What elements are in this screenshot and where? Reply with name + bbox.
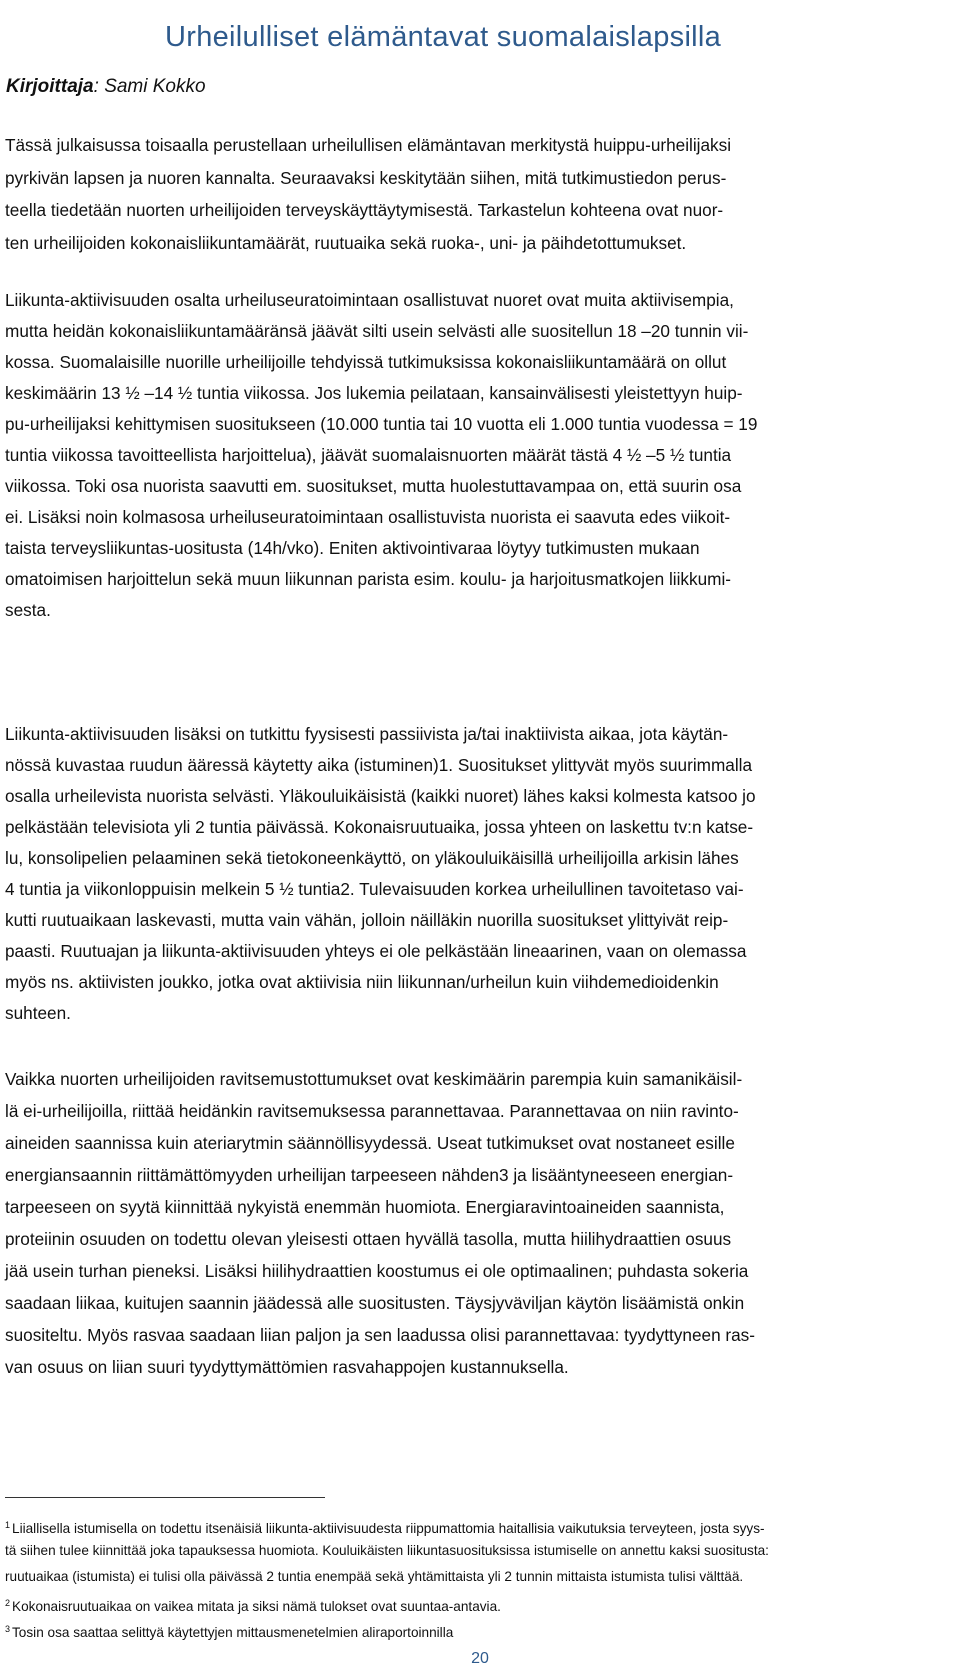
author-name: Sami Kokko — [104, 76, 206, 97]
paragraph-line: paasti. Ruutuajan ja liikunta-aktiivisuuden yhteys ei ole pelkästään lineaarinen, vaan on olemassa — [5, 941, 747, 961]
paragraph-line: suhteen. — [5, 1003, 71, 1023]
paragraph-3 — [5, 719, 955, 1029]
paragraph-line: proteiinin osuuden on todettu olevan yleisesti ottaen hyvällä tasolla, mutta hiilihydraattien osuus — [5, 1229, 732, 1249]
footnote-text: Liiallisella istumisella on todettu itsenäisiä liikunta-aktiivisuudesta riippumattomia haitallisia vaikutuksia terveyteen, josta syys- — [12, 1521, 765, 1536]
footnote-2 — [5, 1590, 955, 1616]
author-label: Kirjoittaja — [6, 76, 94, 97]
footnote-text: ruutuaikaa (istumista) ei tulisi olla päivässä 2 tuntia enempää sekä yhtämittaista yli 2 tunnin mittaista istumista tulisi välttää. — [5, 1569, 744, 1584]
paragraph-line: van osuus on liian suuri tyydyttymättömien rasvahappojen kustannuksella. — [5, 1357, 569, 1377]
footnote-3 — [5, 1616, 955, 1642]
footnote-text: tä siihen tulee kiinnittää joka tapauksessa huomiota. Kouluikäisten liikuntasuosituksissa istumiselle on annettu kaksi suositusta: — [5, 1543, 769, 1558]
paragraph-line: myös ns. aktiivisten joukko, jotka ovat aktiivisia niin liikunnan/urheilun kuin viihdemedioidenkin — [5, 972, 719, 992]
footnote-text: Kokonaisruutuaikaa on vaikea mitata ja siksi nämä tulokset ovat suuntaa-antavia. — [12, 1599, 501, 1614]
footnote-text: Tosin osa saattaa selittyä käytettyjen mittausmenetelmien aliraportoinnilla — [12, 1625, 454, 1640]
paragraph-line: osalla urheilevista nuorista selvästi. Yläkouluikäisistä (kaikki nuoret) lähes kaksi kolmesta katsoo jo — [5, 786, 756, 806]
paragraph-line: jää usein turhan pieneksi. Lisäksi hiilihydraattien koostumus ei ole optimaalinen; puhdasta sokeria — [5, 1261, 749, 1281]
paragraph-line: kossa. Suomalaisille nuorille urheilijoille tehdyissä tutkimuksissa kokonaisliikuntamäärä on ollut — [5, 352, 727, 372]
paragraph-line: lä ei-urheilijoilla, riittää heidänkin ravitsemuksessa parannettavaa. Parannettavaa on niin ravinto- — [5, 1101, 739, 1121]
page-title: Urheilulliset elämäntavat suomalaislapsilla — [165, 21, 722, 54]
paragraph-line: keskimäärin 13 ½ –14 ½ tuntia viikossa. Jos lukemia peilataan, kansainvälisesti yleistettyyn huip- — [5, 383, 743, 403]
page-number: 20 — [471, 1650, 489, 1667]
paragraph-line: omatoimisen harjoittelun sekä muun liikunnan parista esim. koulu- ja harjoitusmatkojen liikkumi- — [5, 569, 732, 589]
paragraph-line: pu-urheilijaksi kehittymisen suositukseen (10.000 tuntia tai 10 vuotta eli 1.000 tuntia vuodessa = 19 — [5, 414, 758, 434]
footnote-1-continued — [5, 1564, 955, 1590]
paragraph-line: aineiden saannissa kuin ateriarytmin säännöllisyydessä. Useat tutkimukset ovat nostaneet esille — [5, 1133, 735, 1153]
paragraph-line: sesta. — [5, 600, 51, 620]
paragraph-4 — [5, 1063, 955, 1383]
paragraph-line: Liikunta-aktiivisuuden lisäksi on tutkittu fyysisesti passiivista ja/tai inaktiivista aikaa, jota käytän- — [5, 724, 729, 744]
paragraph-line: tuntia viikossa tavoitteellista harjoittelua), jäävät suomalaisnuorten määrät tästä 4 ½ –5 ½ tuntia — [5, 445, 732, 465]
paragraph-line: ei. Lisäksi noin kolmasosa urheiluseuratoimintaan osallistuvista nuorista ei saavuta edes viikoit- — [5, 507, 731, 527]
footnote-separator — [5, 1497, 325, 1498]
footnote-1 — [5, 1512, 955, 1538]
footnote-marker: 1 — [5, 1520, 11, 1530]
paragraph-line: saadaan liikaa, kuitujen saannin jäädessä alle suositusten. Täysjyväviljan käytön lisäämistä onkin — [5, 1293, 745, 1313]
paragraph-line: teella tiedetään nuorten urheilijoiden terveyskäyttäytymisestä. Tarkastelun kohteena ovat nuor- — [5, 200, 724, 220]
paragraph-line: kutti ruutuaikaan laskevasti, mutta vain vähän, jolloin näilläkin nuorilla suositukset ylittyivät reip- — [5, 910, 729, 930]
paragraph-line: lu, konsolipelien pelaaminen sekä tietokoneenkäyttö, on yläkouluikäisillä urheilijoilla arkisin lähes — [5, 848, 739, 868]
paragraph-line: ten urheilijoiden kokonaisliikuntamäärät, ruutuaika sekä ruoka-, uni- ja päihdetottumukset. — [5, 232, 687, 253]
paragraph-line: energiansaannin riittämättömyyden urheilijan tarpeeseen nähden3 ja lisääntyneeseen energian- — [5, 1165, 734, 1185]
paragraph-line: mutta heidän kokonaisliikuntamääränsä jäävät silti usein selvästi alle suositellun 18 –20 tunnin vii- — [5, 321, 749, 341]
paragraph-line: Tässä julkaisussa toisaalla perustellaan urheilullisen elämäntavan merkitystä huippu-urheilijaksi — [5, 135, 732, 155]
author-separator: : — [93, 76, 105, 97]
author-line — [6, 76, 206, 98]
footnotes — [5, 1512, 955, 1642]
footnote-1-continued — [5, 1538, 955, 1564]
paragraph-line: suositeltu. Myös rasvaa saadaan liian paljon ja sen laadussa olisi parannettavaa: tyydyttyneen ras- — [5, 1325, 755, 1345]
paragraph-line: pyrkivän lapsen ja nuoren kannalta. Seuraavaksi keskitytään siihen, mitä tutkimustiedon perus- — [5, 167, 727, 188]
footnote-marker: 3 — [5, 1624, 11, 1634]
footnote-marker: 2 — [5, 1598, 11, 1608]
paragraph-line: viikossa. Toki osa nuorista saavutti em. suositukset, mutta huolestuttavampaa on, että suurin osa — [5, 476, 742, 496]
paragraph-1 — [5, 129, 955, 259]
paragraph-line: taista terveysliikuntas-uositusta (14h/vko). Eniten aktivointivaraa löytyy tutkimusten mukaan — [5, 538, 700, 558]
paragraph-2 — [5, 285, 955, 626]
paragraph-line: nössä kuvastaa ruudun ääressä käytetty aika (istuminen)1. Suositukset ylittyvät myös suurimmalla — [5, 755, 753, 775]
paragraph-line: Vaikka nuorten urheilijoiden ravitsemustottumukset ovat keskimäärin parempia kuin samanikäisil- — [5, 1069, 743, 1089]
paragraph-line: Liikunta-aktiivisuuden osalta urheiluseuratoimintaan osallistuvat nuoret ovat muita aktiivisempia, — [5, 290, 734, 310]
paragraph-line: 4 tuntia ja viikonloppuisin melkein 5 ½ tuntia2. Tulevaisuuden korkea urheilullinen tavoitetaso vai- — [5, 879, 744, 899]
paragraph-line: pelkästään televisiota yli 2 tuntia päivässä. Kokonaisruutuaika, jossa yhteen on laskettu tv:n katse- — [5, 817, 754, 837]
paragraph-line: tarpeeseen on syytä kiinnittää nykyistä enemmän huomiota. Energiaravintoaineiden saannista, — [5, 1197, 725, 1217]
